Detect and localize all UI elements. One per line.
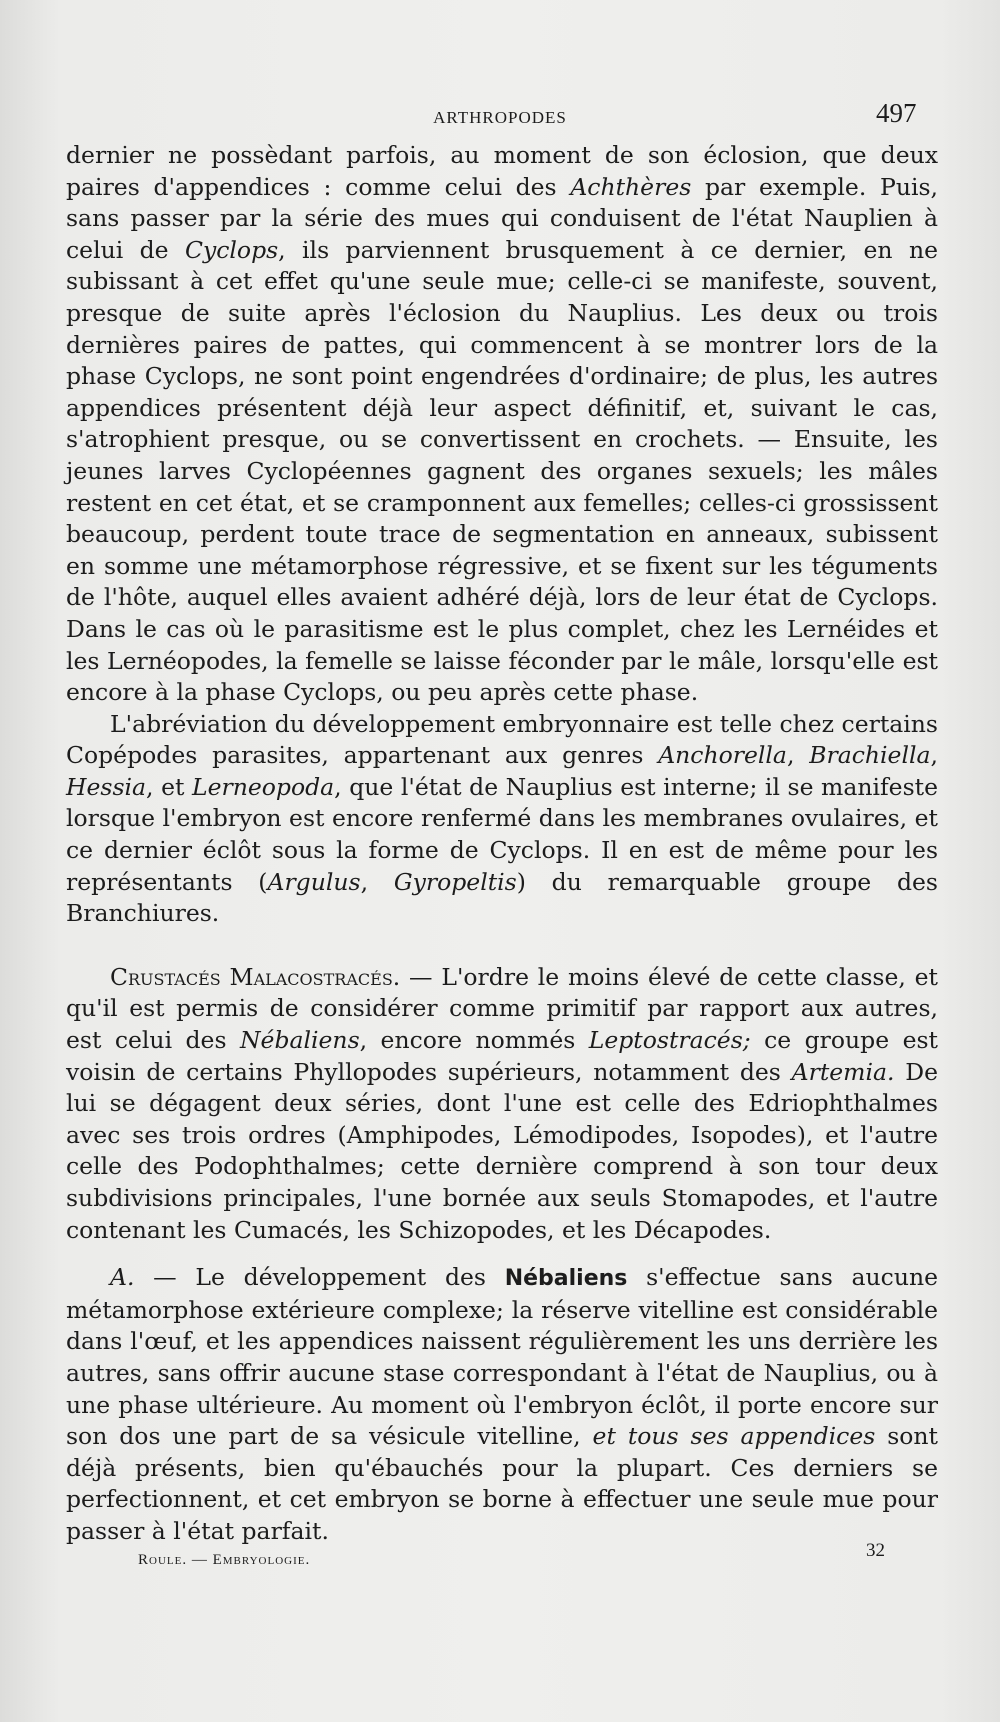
footer-signature-number: 32 <box>866 1540 885 1561</box>
paragraph-4: A. — Le développement des Nébaliens s'effectue sans aucune métamorphose extérieure complexe; la réserve vitelline est considérable dans l'œuf, et les appendices naissent régulièrement les uns derrière les autres, sans offrir aucune stase correspondant à l'état de Nauplius, ou à une phase ultérieure. Au moment où l'embryon éclôt, il porte encore sur son dos une part de sa vésicule vitelline, et tous ses appendices sont déjà présents, bien qu'ébauchés pour la plupart. Ces derniers se perfectionnent, et cet embryon se borne à effectuer une seule mue pour passer à l'état parfait. <box>66 1263 939 1545</box>
footer-signature: Roule. — Embryologie. <box>138 1552 311 1568</box>
section-heading: Crustacés Malacostracés. <box>110 962 401 991</box>
page-number: 497 <box>876 98 917 128</box>
paragraph-1: dernier ne possèdant parfois, au moment de son éclosion, que deux paires d'appendices : comme celui des Achthères par exemple. Puis, sans passer par la série des mues qui conduisent de l'état Nauplien à celui de Cyclops, ils parviennent brusquement à ce dernier, en ne subissant à cet effet qu'une seule mue; celle-ci se manifeste, souvent, presque de suite après l'éclosion du Nauplius. Les deux ou trois dernières paires de pattes, qui commencent à se montrer lors de la phase Cyclops, ne sont point engendrées d'ordinaire; de plus, les autres appendices présentent déjà leur aspect définitif, et, suivant le cas, s'atrophient presque, ou se convertissent en crochets. — Ensuite, les jeunes larves Cyclopéennes gagnent des organes sexuels; les mâles restent en cet état, et se cramponnent aux femelles; celles-ci grossissent beaucoup, perdent toute trace de segmentation en anneaux, subissent en somme une métamorphose régressive, et se fixent sur les téguments de l'hôte, auquel elles avaient adhéré déjà, lors de leur état de Cyclops. Dans le cas où le parasitisme est le plus complet, chez les Lernéides et les Lernéopodes, la femelle se laisse féconder par le mâle, lorsqu'elle est encore à la phase Cyclops, ou peu après cette phase. <box>66 141 938 707</box>
subsection-label: A. <box>110 1263 135 1292</box>
running-header: ARTHROPODES <box>433 108 567 127</box>
page-body <box>66 140 938 1548</box>
paragraph-3: Crustacés Malacostracés. — L'ordre le moins élevé de cette classe, et qu'il est permis de considérer comme primitif par rapport aux autres, est celui des Nébaliens, encore nommés Leptostracés; ce groupe est voisin de certains Phyllopodes supérieurs, notamment des Artemia. De lui se dégagent deux séries, dont l'une est celle des Edriophthalmes avec ses trois ordres (Amphipodes, Lémodipodes, Isopodes), et l'autre celle des Podophthalmes; cette dernière comprend à son tour deux subdivisions principales, l'une bornée aux seuls Stomapodes, et l'autre contenant les Cumacés, les Schizopodes, et les Décapodes. <box>66 962 938 1244</box>
paragraph-2: L'abréviation du développement embryonnaire est telle chez certains Copépodes parasites, appartenant aux genres Anchorella, Brachiella, Hessia, et Lerneopoda, que l'état de Nauplius est interne; il se manifeste lorsque l'embryon est encore renfermé dans les membranes ovulaires, et ce dernier éclôt sous la forme de Cyclops. Il en est de même pour les représentants (Argulus, Gyropeltis) du remarquable groupe des Branchiures. <box>66 709 938 928</box>
